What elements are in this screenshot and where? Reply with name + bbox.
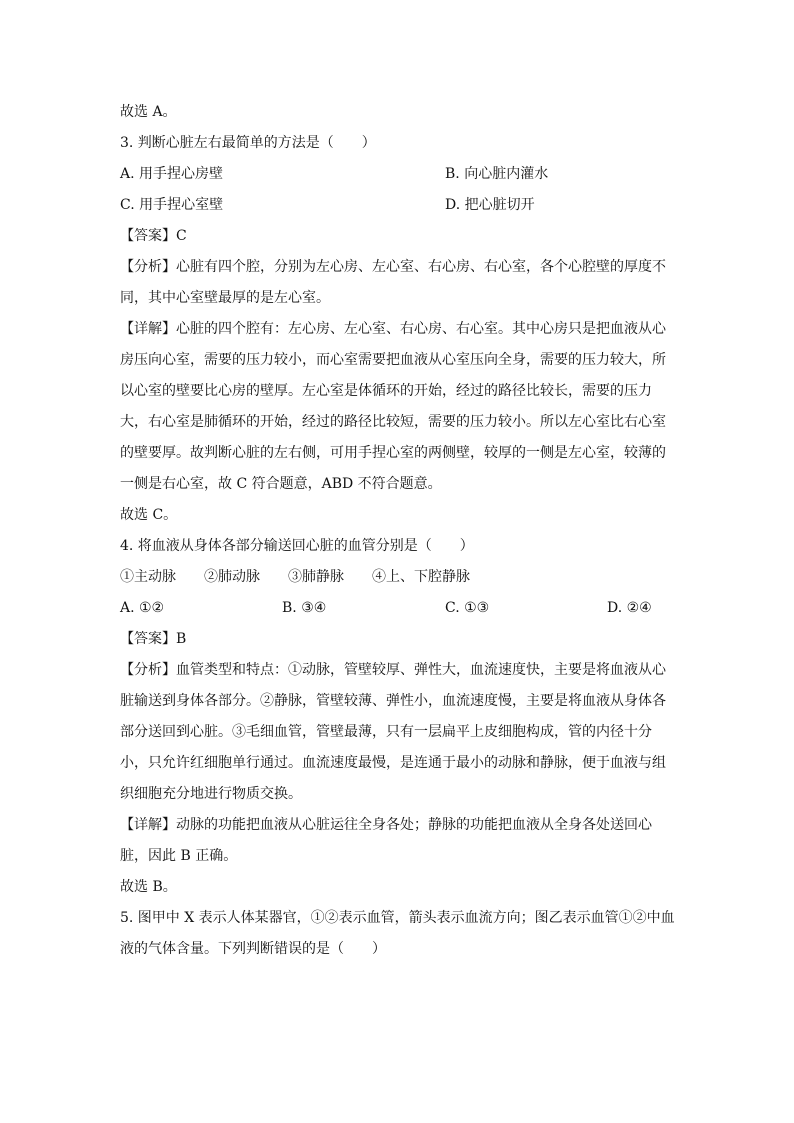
q2-conclusion: 故选 A。 [120,104,177,120]
q3-analysis-line: 同，其中心室壁最厚的是左心室。 [120,290,330,306]
q3-analysis-line: 【分析】心脏有四个腔，分别为左心房、左心室、右心房、右心室，各个心腔壁的厚度不 [120,259,666,275]
q4-answer: 【答案】B [120,631,187,647]
q4-stem: 4. 将血液从身体各部分输送回心脏的血管分别是（ ） [120,538,474,554]
q3-detail-line: 大，右心室是肺循环的开始，经过的路径比较短，需要的压力较小。所以左心室比右心室 [120,414,666,430]
q4-option-c: C. ①③ [445,600,490,616]
q4-analysis-line: 部分送回到心脏。③毛细血管，管壁最薄，只有一层扁平上皮细胞构成，管的内径十分 [120,724,652,740]
q3-detail-line: 房压向心室，需要的压力较小，而心室需要把血液从心室压向全身，需要的压力较大，所 [120,352,666,368]
q3-detail-line: 【详解】心脏的四个腔有：左心房、左心室、右心房、右心室。其中心房只是把血液从心 [120,321,666,337]
q5-stem: 液的气体含量。下列判断错误的是（ ） [120,941,386,957]
q3-stem: 3. 判断心脏左右最简单的方法是（ ） [120,135,376,151]
q3-option-c: C. 用手捏心室壁 [120,197,224,213]
q4-analysis-line: 【分析】血管类型和特点：①动脉，管壁较厚、弹性大，血流速度快，主要是将血液从心 [120,662,666,678]
q3-answer: 【答案】C [120,228,187,244]
q4-analysis-line: 织细胞充分地进行物质交换。 [120,786,302,802]
q4-analysis-line: 脏输送到身体各部分。②静脉，管壁较薄、弹性小，血流速度慢，主要是将血液从身体各 [120,693,666,709]
q3-detail-line: 的壁要厚。故判断心脏的左右侧，可用手捏心室的两侧壁，较厚的一侧是左心室，较薄的 [120,445,666,461]
q4-detail-line: 【详解】动脉的功能把血液从心脏运往全身各处；静脉的功能把血液从全身各处送回心 [120,817,652,833]
q3-option-a: A. 用手捏心房壁 [120,166,224,182]
q4-option-a: A. ①② [120,600,165,616]
q3-conclusion: 故选 C。 [120,507,178,523]
q4-option-d: D. ②④ [607,600,652,616]
q4-option-b: B. ③④ [282,600,327,616]
q4-analysis-line: 小，只允许红细胞单行通过。血流速度最慢，是连通于最小的动脉和静脉，便于血液与组 [120,755,666,771]
q3-option-b: B. 向心脏内灌水 [445,166,549,182]
q3-detail-line: 以心室的壁要比心房的壁厚。左心室是体循环的开始，经过的路径比较长，需要的压力 [120,383,652,399]
q5-stem: 5. 图甲中 X 表示人体某器官，①②表示血管，箭头表示血流方向；图乙表示血管①②中血 [120,910,675,926]
q4-detail-line: 脏，因此 B 正确。 [120,848,238,864]
q3-option-d: D. 把心脏切开 [445,197,535,213]
q4-vessel-list: ①主动脉 ②肺动脉 ③肺静脉 ④上、下腔静脉 [120,569,470,585]
q4-conclusion: 故选 B。 [120,879,177,895]
q3-detail-line: 一侧是右心室，故 C 符合题意，ABD 不符合题意。 [120,476,442,492]
